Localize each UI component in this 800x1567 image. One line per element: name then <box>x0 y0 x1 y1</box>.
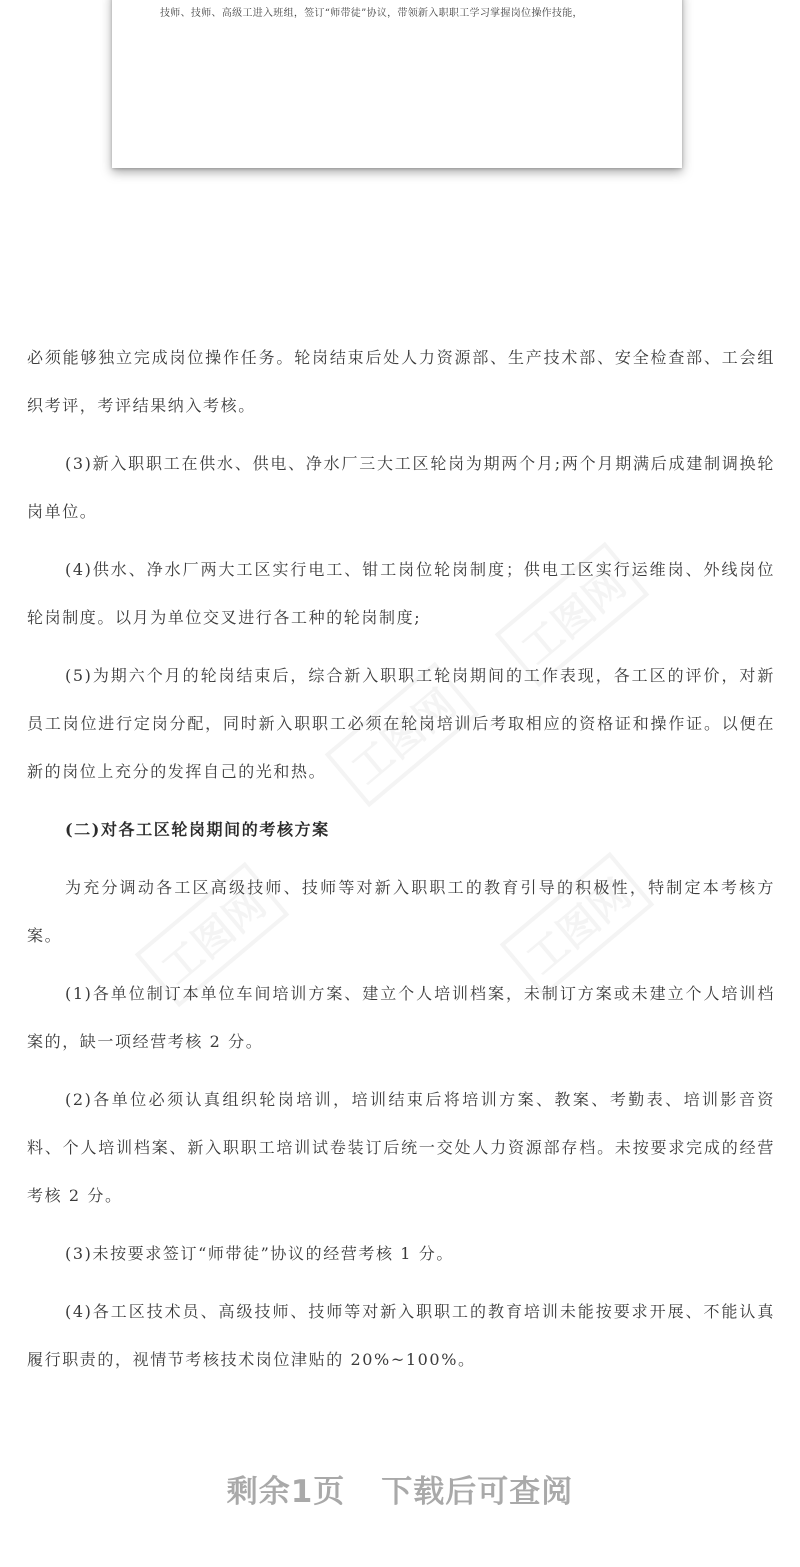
document-body <box>27 334 775 1384</box>
watermark: 工图网 <box>495 542 650 687</box>
download-to-view-text: 下载后可查阅 <box>381 1474 574 1510</box>
watermark: 工图网 <box>325 662 480 807</box>
paragraph: (4)各工区技术员、高级技师、技师等对新入职职工的教育培训未能按要求开展、不能认真履行职责的，视情节考核技术岗位津贴的 20%~100%。 <box>27 1302 775 1369</box>
previous-page-preview <box>112 0 682 168</box>
watermark: 工图网 <box>500 852 655 997</box>
paragraph: (3)未按要求签订“师带徒”协议的经营考核 1 分。 <box>65 1244 454 1263</box>
remaining-pages-text: 剩余1页 <box>226 1474 346 1510</box>
paragraph: (2)各单位必须认真组织轮岗培训，培训结束后将培训方案、教案、考勤表、培训影音资料、个人培训档案、新入职职工培训试卷装订后统一交处人力资源部存档。未按要求完成的经营考核 2 分。 <box>27 1090 775 1205</box>
watermark: 工图网 <box>135 862 290 1007</box>
preview-text-line: 技师、技师、高级工进入班组，签订“师带徒”协议，带领新入职职工学习掌握岗位操作技能， <box>160 8 583 19</box>
paragraph: 必须能够独立完成岗位操作任务。轮岗结束后处人力资源部、生产技术部、安全检查部、工会组织考评，考评结果纳入考核。 <box>27 348 775 415</box>
paragraph: (1)各单位制订本单位车间培训方案、建立个人培训档案，未制订方案或未建立个人培训档案的，缺一项经营考核 2 分。 <box>27 984 775 1051</box>
paragraph: (3)新入职职工在供水、供电、净水厂三大工区轮岗为期两个月;两个月期满后成建制调换轮岗单位。 <box>27 454 775 521</box>
section-heading: (二)对各工区轮岗期间的考核方案 <box>65 820 330 839</box>
download-prompt[interactable] <box>0 1466 800 1511</box>
paragraph: (5)为期六个月的轮岗结束后，综合新入职职工轮岗期间的工作表现，各工区的评价，对新员工岗位进行定岗分配，同时新入职职工必须在轮岗培训后考取相应的资格证和操作证。以便在新的岗位上充分的发挥自己的光和热。 <box>27 666 775 781</box>
paragraph: (4)供水、净水厂两大工区实行电工、钳工岗位轮岗制度；供电工区实行运维岗、外线岗位轮岗制度。以月为单位交叉进行各工种的轮岗制度; <box>27 560 775 627</box>
paragraph: 为充分调动各工区高级技师、技师等对新入职职工的教育引导的积极性，特制定本考核方案。 <box>27 878 775 945</box>
